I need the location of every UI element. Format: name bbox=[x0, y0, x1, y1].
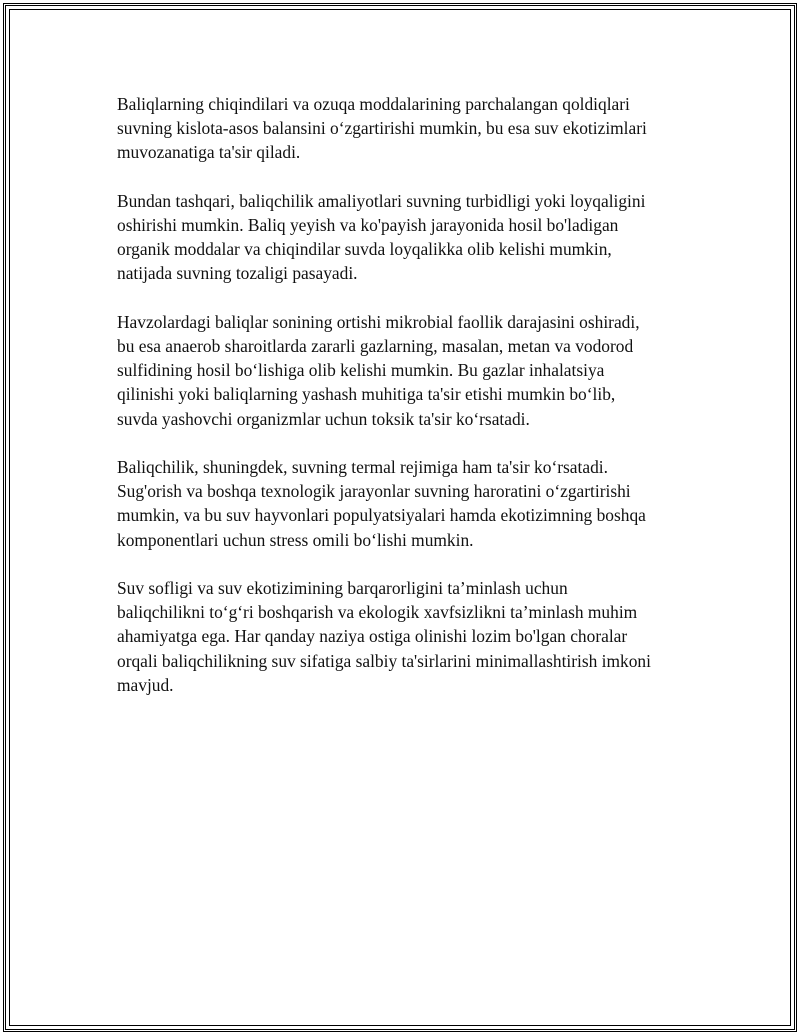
paragraph-3: Havzolardagi baliqlar sonining ortishi mikrobial faollik darajasini oshiradi, bu esa anaerob sharoitlarda zararli gazlarning, masalan, metan va vodorod sulfidining hosil bo‘lishiga olib kelishi mumkin. Bu gazlar inhalatsiya qilinishi yoki baliqlarning yashash muhitiga ta'sir etishi mumkin bo‘lib, suvda yashovchi organizmlar uchun toksik ta'sir ko‘rsatadi. bbox=[117, 311, 640, 429]
paragraph-2: Bundan tashqari, baliqchilik amaliyotlari suvning turbidligi yoki loyqaligini oshirishi mumkin. Baliq yeyish va ko'payish jarayonida hosil bo'ladigan organik moddalar va chiqindilar suvda loyqalikka olib kelishi mumkin, natijada suvning tozaligi pasayadi. bbox=[117, 190, 646, 284]
paragraph-5: Suv sofligi va suv ekotizimining barqarorligini ta’minlash uchun baliqchilikni to‘g‘ri boshqarish va ekologik xavfsizlikni ta’minlash muhim ahamiyatga ega. Har qanday naziya ostiga olinishi lozim bo'lgan choralar orqali baliqchilikning suv sifatiga salbiy ta'sirlarini minimallashtirish imkoni mavjud. bbox=[117, 578, 651, 695]
document-body bbox=[117, 92, 692, 721]
paragraph-4: Baliqchilik, shuningdek, suvning termal rejimiga ham ta'sir ko‘rsatadi. Sug'orish va boshqa texnologik jarayonlar suvning haroratini o‘zgartirishi mumkin, va bu suv hayvonlari populyatsiyalari hamda ekotizimning boshqa komponentlari uchun stress omili bo‘lishi mumkin. bbox=[117, 457, 646, 550]
paragraph-1: Baliqlarning chiqindilari va ozuqa moddalarining parchalangan qoldiqlari suvning kislota-asos balansini o‘zgartirishi mumkin, bu esa suv ekotizimlari muvozanatiga ta'sir qiladi. bbox=[117, 94, 647, 163]
